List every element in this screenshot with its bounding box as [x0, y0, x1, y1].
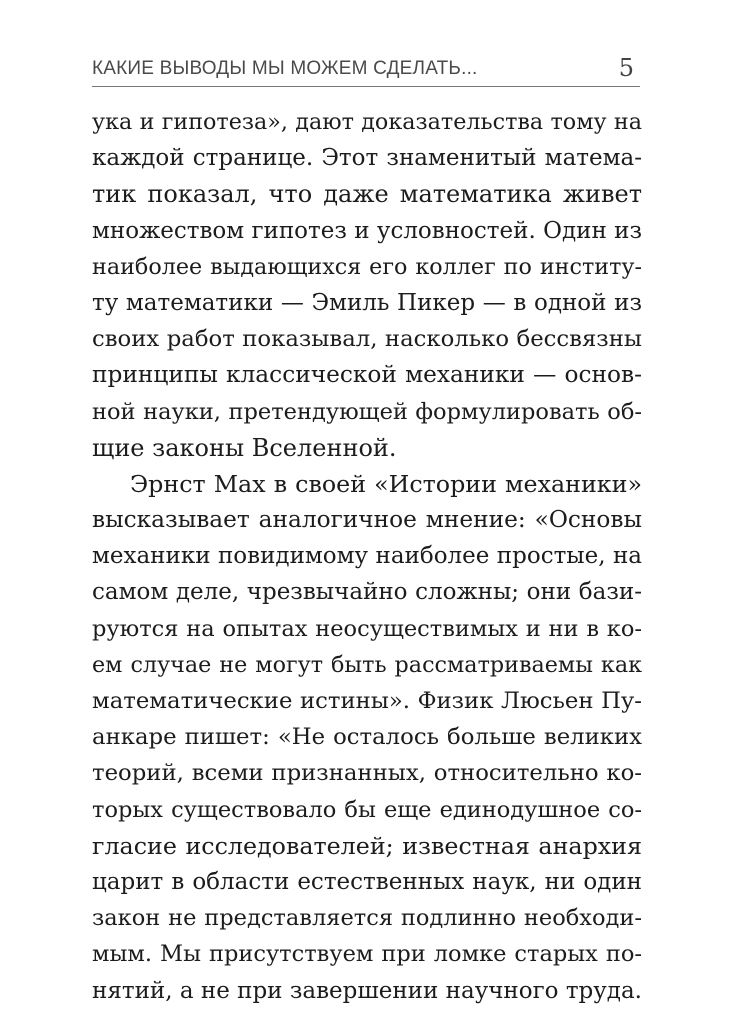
text-line-paragraph-end: щие законы Вселенной.	[92, 433, 397, 462]
text-line: торых существовало бы еще единодушное со-	[92, 796, 642, 823]
text-line: ука и гипотеза», дают доказательства тому на	[92, 109, 642, 135]
text-line: математические истины». Физик Люсьен Пу-	[92, 688, 642, 714]
text-line: множеством гипотез и условностей. Один из	[92, 217, 642, 244]
text-line: ной науки, претендующей формулировать об-	[92, 398, 642, 425]
text-line: принципы классической механики — основ-	[92, 361, 642, 389]
text-line: ту математики — Эмиль Пикер — в одной из	[92, 289, 642, 316]
text-line: ем случае не могут быть рассматриваемы как	[92, 651, 642, 678]
text-line: высказывает аналогичное мнение: «Основы	[92, 506, 642, 534]
running-title: КАКИЕ ВЫВОДЫ МЫ МОЖЕМ СДЕЛАТЬ...	[92, 58, 478, 79]
text-line: анкаре пишет: «Не осталось больше великих	[92, 724, 642, 751]
text-line: теорий, всеми признанных, относительно ко-	[92, 760, 642, 787]
text-line: царит в области естественных наук, ни один	[92, 868, 642, 895]
text-line: самом деле, чрезвычайно сложны; они бази-	[92, 579, 642, 606]
body-text	[92, 104, 642, 1009]
text-line: каждой странице. Этот знаменитый матема-	[92, 145, 642, 172]
text-line: мым. Мы присутствуем при ломке старых по-	[92, 941, 642, 968]
text-line: закон не представляется подлинно необходи-	[92, 905, 642, 932]
text-line: гласие исследователей; известная анархия	[92, 831, 642, 860]
text-line: наиболее выдающихся его коллег по институ-	[92, 253, 642, 280]
running-header	[92, 56, 640, 87]
text-line: руются на опытах неосуществимых и ни в ко-	[92, 615, 642, 642]
text-line: тик показал, что даже математика живет	[92, 180, 642, 209]
text-line: своих работ показывал, насколько бессвязны	[92, 326, 642, 353]
text-line: механики повидимому наиболее простые, на	[92, 543, 642, 570]
text-line-paragraph-end: нятий, а не при завершении научного труда.	[92, 977, 642, 1004]
page-number: 5	[618, 54, 634, 82]
text-line-paragraph-start: Эрнст Мах в своей «Истории механики»	[130, 469, 642, 498]
